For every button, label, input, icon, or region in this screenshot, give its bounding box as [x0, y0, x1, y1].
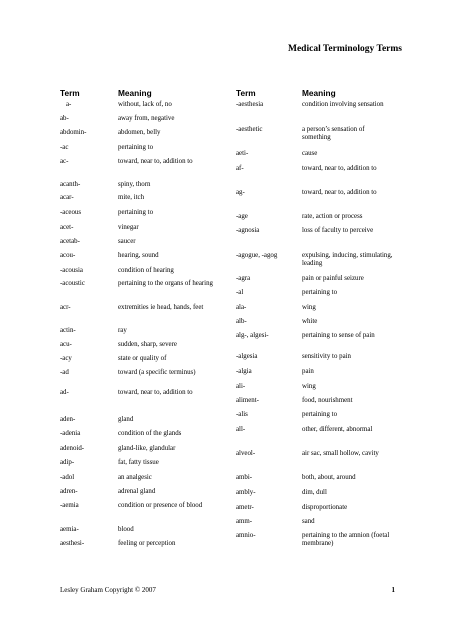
term-cell: -aemia: [60, 502, 79, 509]
term-row: [60, 488, 222, 496]
meaning-cell: dim, dull: [302, 489, 327, 496]
term-row: [60, 304, 222, 312]
term-row: [236, 532, 394, 548]
page-footer: [60, 586, 395, 594]
meaning-cell: white: [302, 318, 318, 325]
meaning-cell: fat, fatty tissue: [118, 459, 159, 466]
term-row: [60, 327, 222, 335]
term-row: [60, 459, 222, 467]
meaning-cell: an analgesic: [118, 474, 152, 481]
term-row: [236, 368, 394, 376]
meaning-cell: disproportionate: [302, 504, 348, 511]
meaning-cell: feeling or perception: [118, 540, 176, 547]
term-cell: a-: [66, 101, 72, 108]
meaning-cell: loss of faculty to perceive: [302, 227, 374, 234]
term-cell: abdomin-: [60, 129, 87, 136]
term-row: [60, 280, 222, 288]
meaning-cell: pain or painful seizure: [302, 275, 364, 282]
term-row: [60, 144, 222, 152]
term-row: [60, 194, 222, 202]
term-cell: ambi-: [236, 474, 253, 481]
meaning-cell: toward, near to, addition to: [118, 389, 193, 396]
meaning-cell: pain: [302, 368, 314, 375]
term-row: [236, 304, 394, 312]
term-cell: ali-: [236, 383, 246, 390]
term-cell: alg-, algesi-: [236, 332, 269, 339]
term-row: [60, 181, 222, 189]
term-cell: amm-: [236, 518, 253, 525]
meaning-header: Meaning: [118, 88, 152, 98]
term-row: [60, 502, 222, 510]
meaning-cell: pertaining to sense of pain: [302, 332, 375, 339]
term-cell: -alis: [236, 411, 248, 418]
meaning-cell: condition of the glands: [118, 430, 182, 437]
meaning-cell: toward, near to, addition to: [118, 158, 193, 165]
meaning-cell: without, lack of, no: [118, 101, 172, 108]
meaning-cell: vinegar: [118, 224, 139, 231]
term-cell: aeti-: [236, 150, 249, 157]
term-row: [236, 353, 394, 361]
term-row: [236, 227, 394, 235]
term-row: [236, 474, 394, 482]
meaning-cell: expulsing, inducing, stimulating, leading: [302, 252, 393, 268]
term-cell: ab-: [60, 115, 69, 122]
column-header-left: [60, 84, 224, 98]
term-cell: aliment-: [236, 397, 259, 404]
meaning-cell: condition or presence of blood: [118, 502, 203, 509]
term-row: [236, 450, 394, 458]
terms-column-right: [236, 84, 396, 548]
meaning-cell: state or quality of: [118, 355, 167, 362]
term-cell: acu-: [60, 341, 72, 348]
meaning-cell: away from, negative: [118, 115, 175, 122]
term-row: [60, 252, 222, 260]
term-row: [60, 540, 222, 548]
term-cell: -agogue, -agog: [236, 252, 278, 259]
term-cell: -agnosia: [236, 227, 260, 234]
term-cell: all-: [236, 426, 246, 433]
term-row: [60, 267, 222, 275]
terms-column-left: [60, 84, 224, 547]
term-header: Term: [60, 88, 80, 98]
term-cell: -acy: [60, 355, 72, 362]
term-row: [236, 150, 394, 158]
term-row: [236, 126, 394, 142]
meaning-cell: rate, action or process: [302, 213, 363, 220]
term-row: [60, 341, 222, 349]
term-row: [60, 416, 222, 424]
meaning-cell: wing: [302, 383, 316, 390]
term-row: [60, 224, 222, 232]
term-cell: acar-: [60, 194, 74, 201]
term-cell: -ad: [60, 369, 69, 376]
document-title: Medical Terminology Terms: [288, 44, 402, 54]
meaning-cell: abdomen, belly: [118, 129, 161, 136]
term-row: [60, 526, 222, 534]
term-cell: aesthesi-: [60, 540, 85, 547]
term-row: [60, 355, 222, 363]
meaning-cell: cause: [302, 150, 318, 157]
meaning-cell: hearing, sound: [118, 252, 159, 259]
meaning-cell: pertaining to the amnion (foetal membrane): [302, 532, 390, 548]
term-cell: -adol: [60, 474, 75, 481]
term-cell: -algesia: [236, 353, 258, 360]
term-row: [60, 115, 222, 123]
term-cell: ambly-: [236, 489, 256, 496]
term-cell: ala-: [236, 304, 247, 311]
term-cell: -ac: [60, 144, 69, 151]
meaning-cell: toward, near to, addition to: [302, 189, 377, 196]
term-cell: actin-: [60, 327, 76, 334]
meaning-cell: other, different, abnormal: [302, 426, 373, 433]
meaning-cell: pertaining to: [302, 289, 338, 296]
meaning-cell: blood: [118, 526, 134, 533]
term-cell: aden-: [60, 416, 76, 423]
meaning-header: Meaning: [302, 88, 336, 98]
meaning-cell: air sac, small hollow, cavity: [302, 450, 379, 457]
term-row: [60, 389, 222, 397]
term-row: [60, 430, 222, 438]
term-cell: acet-: [60, 224, 74, 231]
term-row: [236, 289, 394, 297]
term-cell: acou-: [60, 252, 76, 259]
term-row: [60, 101, 222, 109]
term-cell: acetab-: [60, 238, 80, 245]
term-row: [236, 189, 394, 197]
term-row: [236, 489, 394, 497]
term-cell: -adenia: [60, 430, 81, 437]
term-cell: -aceous: [60, 209, 82, 216]
term-row: [236, 165, 394, 173]
term-row: [236, 504, 394, 512]
term-cell: -aesthesia: [236, 101, 264, 108]
term-cell: alb-: [236, 318, 247, 325]
term-cell: adip-: [60, 459, 75, 466]
term-row: [236, 397, 394, 405]
term-row: [60, 238, 222, 246]
term-cell: aemia-: [60, 526, 79, 533]
term-row: [236, 383, 394, 391]
term-row: [60, 209, 222, 217]
term-header: Term: [236, 88, 256, 98]
meaning-cell: pertaining to: [118, 144, 154, 151]
term-cell: -age: [236, 213, 248, 220]
column-header-right: [236, 84, 396, 98]
term-cell: -aesthetic: [236, 126, 263, 133]
term-cell: adenoid-: [60, 445, 85, 452]
meaning-cell: adrenal gland: [118, 488, 156, 495]
term-row: [236, 318, 394, 326]
term-row: [236, 332, 394, 340]
meaning-cell: spiny, thorn: [118, 181, 151, 188]
meaning-cell: food, nourishment: [302, 397, 353, 404]
term-cell: adren-: [60, 488, 78, 495]
term-cell: -acoustic: [60, 280, 85, 287]
term-row: [60, 129, 222, 137]
meaning-cell: pertaining to the organs of hearing: [118, 280, 213, 287]
term-row: [60, 445, 222, 453]
meaning-cell: ray: [118, 327, 127, 334]
page-number: 1: [391, 586, 395, 594]
meaning-cell: condition of hearing: [118, 267, 174, 274]
term-cell: -agra: [236, 275, 251, 282]
meaning-cell: gland-like, glandular: [118, 445, 176, 452]
term-row: [236, 101, 394, 109]
term-cell: ag-: [236, 189, 245, 196]
term-row: [60, 158, 222, 166]
meaning-cell: condition involving sensation: [302, 101, 384, 108]
term-cell: -al: [236, 289, 244, 296]
term-row: [60, 369, 222, 377]
term-cell: alveol-: [236, 450, 256, 457]
term-cell: amnio-: [236, 532, 256, 539]
meaning-cell: a person’s sensation of something: [302, 126, 365, 142]
term-row: [236, 275, 394, 283]
meaning-cell: mite, itch: [118, 194, 145, 201]
meaning-cell: extremities ie head, hands, feet: [118, 304, 204, 311]
copyright-text: Lesley Graham Copyright © 2007: [60, 586, 156, 594]
term-cell: af-: [236, 165, 244, 172]
meaning-cell: sand: [302, 518, 315, 525]
meaning-cell: gland: [118, 416, 134, 423]
term-cell: -acousia: [60, 267, 83, 274]
term-row: [236, 426, 394, 434]
meaning-cell: wing: [302, 304, 316, 311]
meaning-cell: sudden, sharp, severe: [118, 341, 177, 348]
meaning-cell: saucer: [118, 238, 136, 245]
meaning-cell: pertaining to: [118, 209, 154, 216]
term-cell: ad-: [60, 389, 69, 396]
meaning-cell: toward, near to, addition to: [302, 165, 377, 172]
term-row: [236, 252, 394, 268]
term-row: [236, 411, 394, 419]
meaning-cell: toward (a specific terminus): [118, 369, 196, 376]
meaning-cell: both, about, around: [302, 474, 356, 481]
term-row: [236, 518, 394, 526]
term-cell: -algia: [236, 368, 252, 375]
term-cell: ac-: [60, 158, 69, 165]
term-cell: acanth-: [60, 181, 81, 188]
meaning-cell: pertaining to: [302, 411, 338, 418]
term-row: [60, 474, 222, 482]
meaning-cell: sensitivity to pain: [302, 353, 351, 360]
term-cell: acr-: [60, 304, 71, 311]
term-row: [236, 213, 394, 221]
term-cell: ametr-: [236, 504, 254, 511]
